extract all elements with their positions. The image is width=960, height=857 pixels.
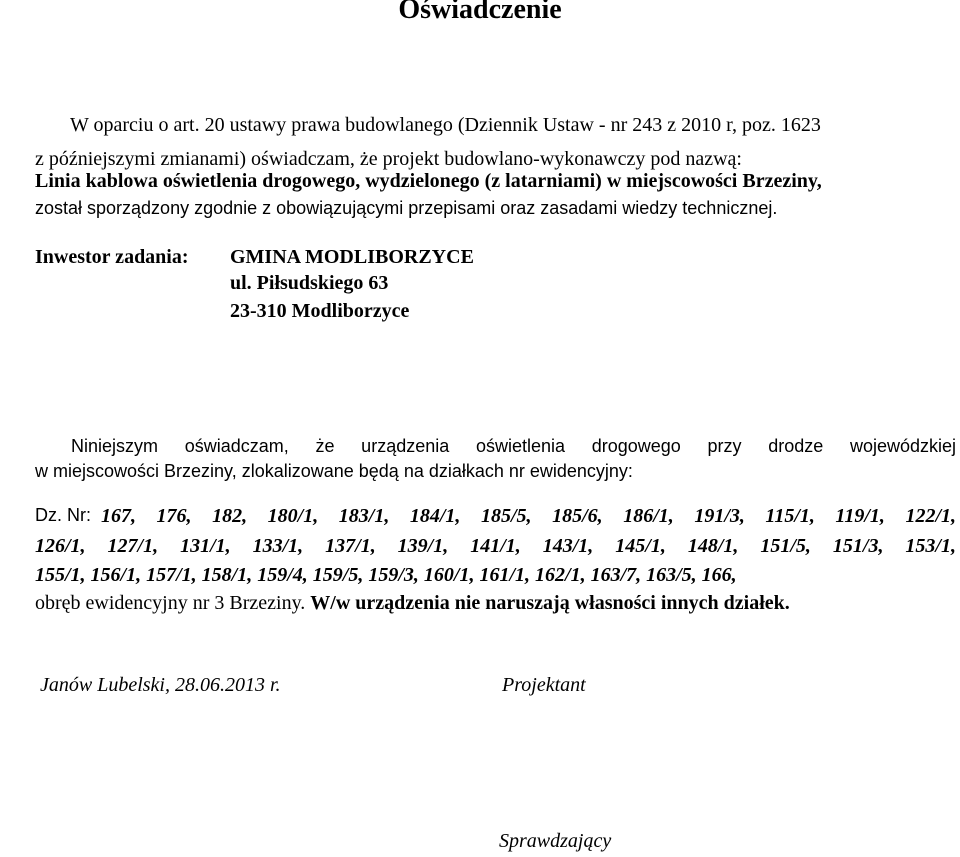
investor-street: ul. Piłsudskiego 63 <box>230 272 389 294</box>
intro-line-1: W oparciu o art. 20 ustawy prawa budowlanego (Dziennik Ustaw - nr 243 z 2010 r, poz. 1623 <box>70 114 821 136</box>
parcels-prefix: Dz. Nr: <box>35 505 91 525</box>
parcels-line-2: 126/1, 127/1, 131/1, 133/1, 137/1, 139/1, 141/1, 143/1, 145/1, 148/1, 151/5, 151/3, 153/1, <box>35 535 956 557</box>
investor-name: GMINA MODLIBORZYCE <box>230 246 474 268</box>
parcels-line-3: 155/1, 156/1, 157/1, 158/1, 159/4, 159/5, 159/3, 160/1, 161/1, 162/1, 163/7, 163/5, 166, <box>35 564 737 586</box>
ownership-statement: W/w urządzenia nie naruszają własności innych działek <box>310 592 785 614</box>
ownership-period: . <box>784 592 790 614</box>
parcels-line-1: 167, 176, 182, 180/1, 183/1, 184/1, 185/5, 185/6, 186/1, 191/3, 115/1, 119/1, 122/1, <box>101 505 956 527</box>
document-title: Oświadczenie <box>398 0 562 25</box>
investor-label: Inwestor zadania: <box>35 246 189 268</box>
parcels-line-4 <box>35 588 790 619</box>
statement-line-2: w miejscowości Brzeziny, zlokalizowane będą na działkach nr ewidencyjny: <box>35 461 633 481</box>
checker-label: Sprawdzający <box>499 830 612 852</box>
designer-label: Projektant <box>502 674 586 696</box>
investor-city: 23-310 Modliborzyce <box>230 300 410 322</box>
intro-line-4: został sporządzony zgodnie z obowiązującymi przepisami oraz zasadami wiedzy technicznej. <box>35 198 778 218</box>
intro-line-2: z późniejszymi zmianami) oświadczam, że projekt budowlano-wykonawczy pod nazwą: <box>35 148 742 170</box>
statement-line-1: Niniejszym oświadczam, że urządzenia oświetlenia drogowego przy drodze wojewódzkiej <box>71 436 956 456</box>
place-date: Janów Lubelski, 28.06.2013 r. <box>40 674 281 696</box>
precinct-text: obręb ewidencyjny nr 3 Brzeziny. <box>35 592 306 614</box>
project-name: Linia kablowa oświetlenia drogowego, wydzielonego (z latarniami) w miejscowości Brzeziny, <box>35 170 822 192</box>
